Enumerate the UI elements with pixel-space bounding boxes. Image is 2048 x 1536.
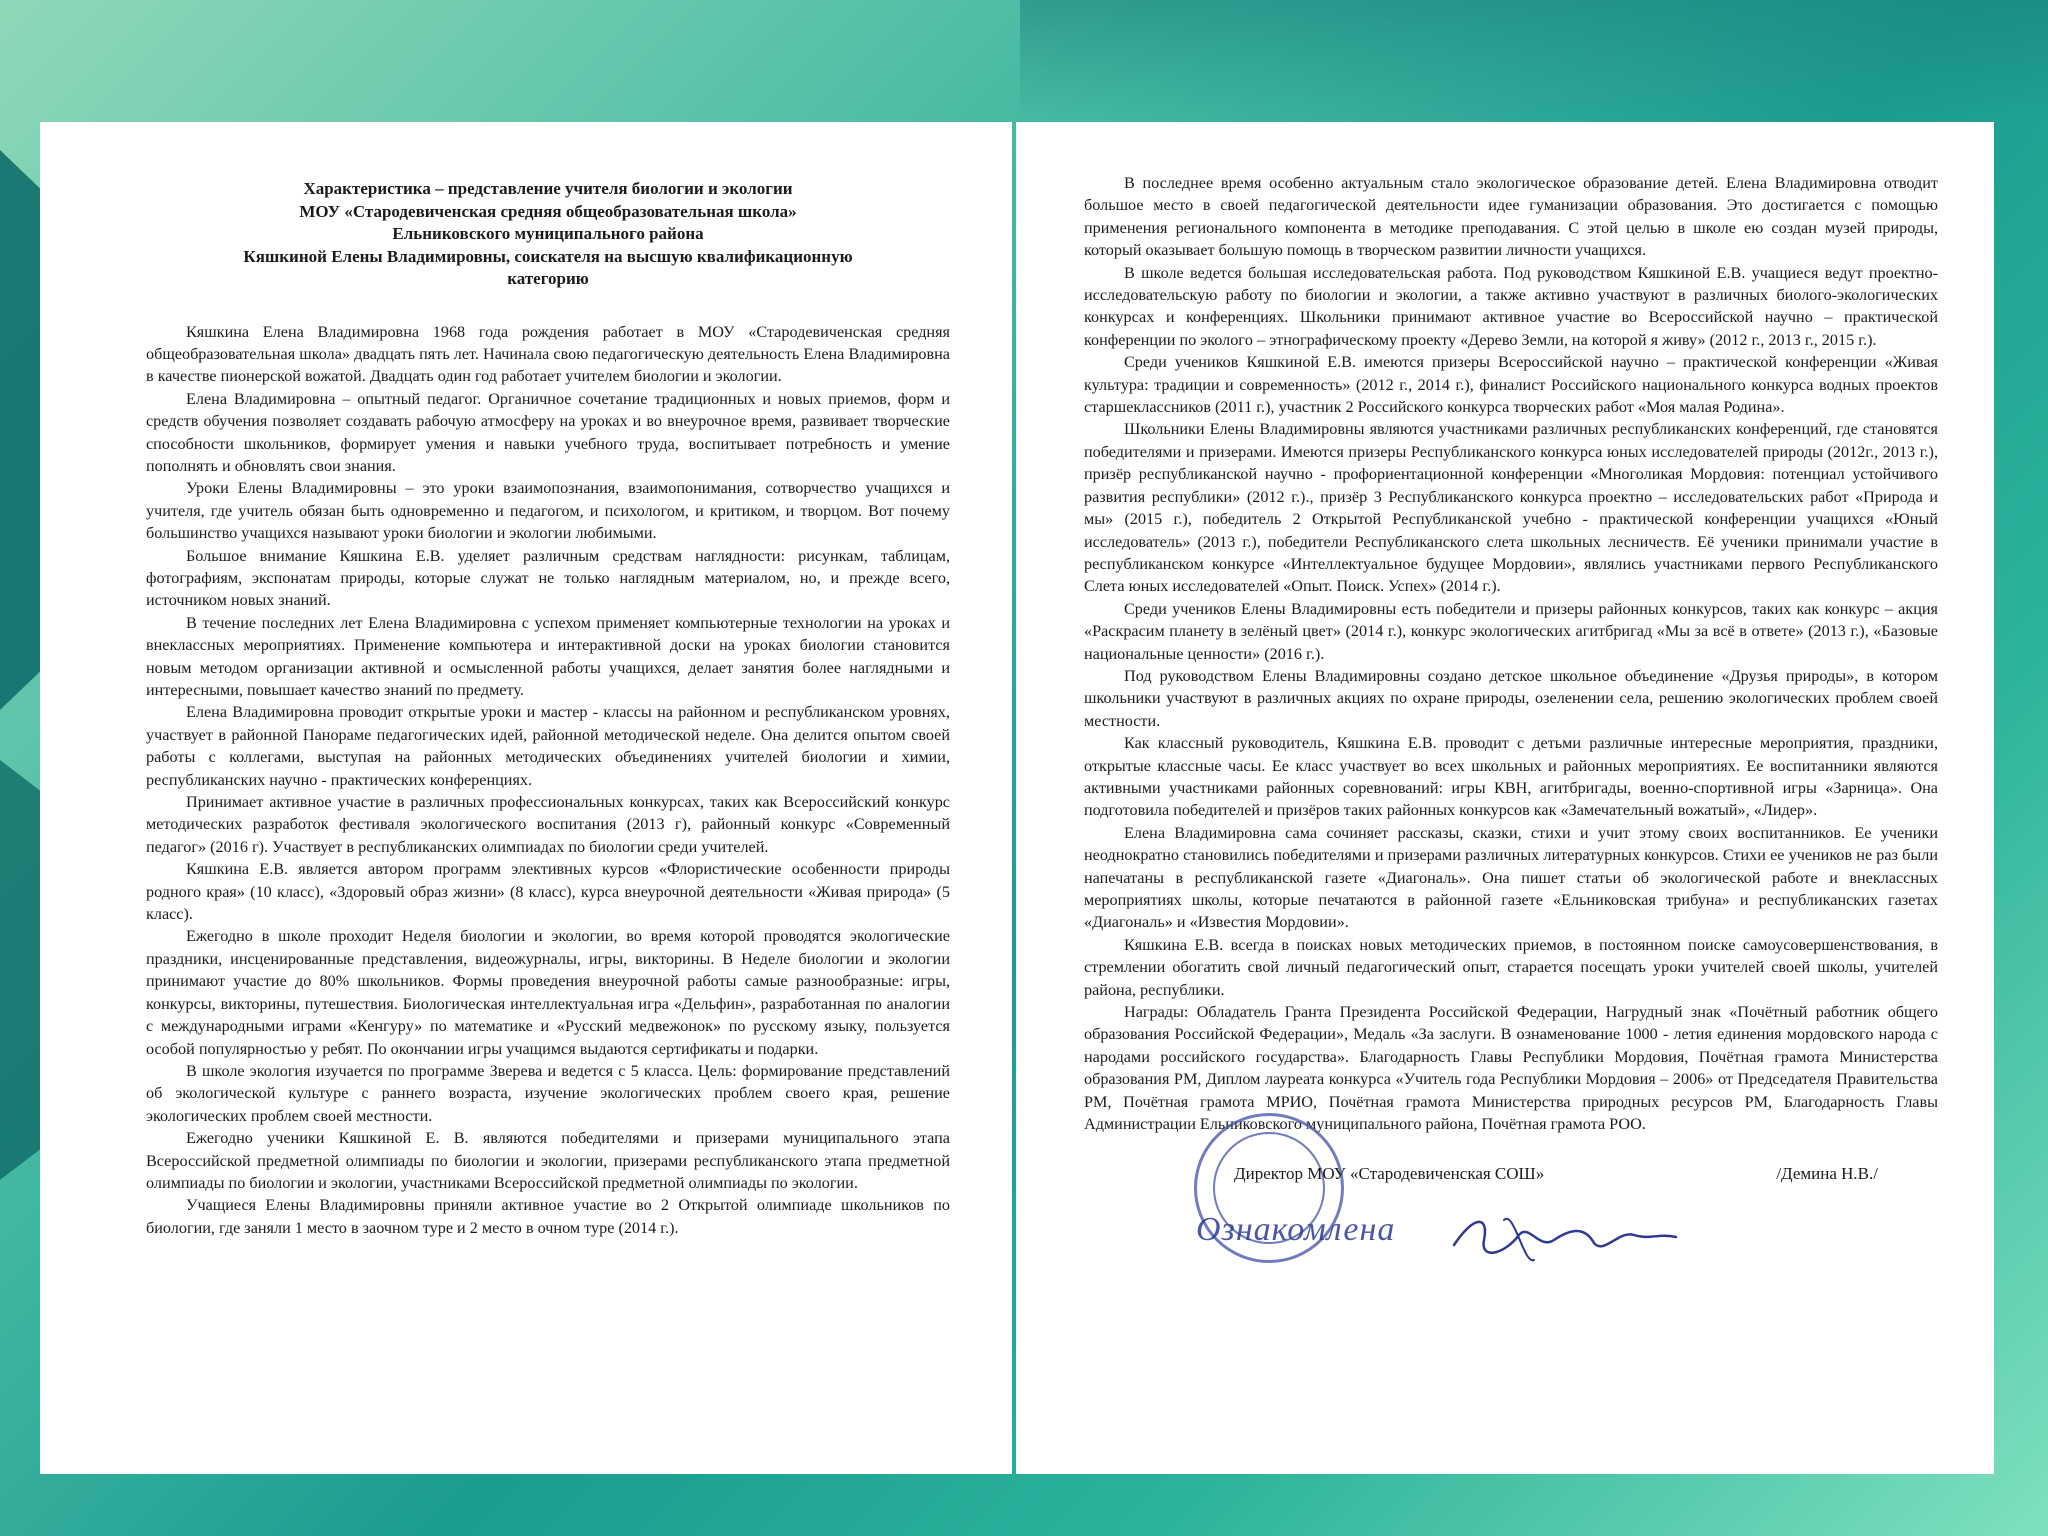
signatory-name: /Демина Н.В./: [1776, 1164, 1878, 1184]
handwritten-acknowledgement: Ознакомлена: [1196, 1211, 1396, 1249]
title-line: Ельниковского муниципального района: [392, 224, 704, 243]
paragraph: Елена Владимировна – опытный педагог. Органичное сочетание традиционных и новых приемов, форм и средств обучения позволяет создавать рабочую атмосферу на уроках и во внеурочное время, развивает творческие способности школьников, формирует умения и навыки учебного труда, воспитывает потребность и умение пополнять и обновлять свои знания.: [146, 389, 950, 475]
paragraph: Среди учеников Елены Владимировны есть победители и призеры районных конкурсов, таких как конкурс – акция «Раскрасим планету в зелёный цвет» (2014 г.), конкурс экологических агитбригад «Мы за всё в ответе» (2013 г.), «Базовые национальные ценности» (2016 г.).: [1084, 599, 1938, 663]
paragraph: В течение последних лет Елена Владимировна с успехом применяет компьютерные технологии на уроках и внеклассных мероприятиях. Применение компьютера и интерактивной доски на уроках биологии становится новым методом организации активной и осмысленной работы учащихся, делает занятия более наглядными и интересными, повышает качество знаний по предмету.: [146, 613, 950, 699]
title-line: Характеристика – представление учителя биологии и экологии: [303, 179, 793, 198]
paragraph: Награды: Обладатель Гранта Президента Российской Федерации, Нагрудный знак «Почётный работник общего образования Российской Федерации», Медаль «За заслуги. В ознаменование 1000 - летия единения мордовского народа с народами российского государства». Благодарность Главы Республики Мордовия, Почётная грамота Министерства образования РМ, Диплом лауреата конкурса «Учитель года Республики Мордовия – 2006» от Председателя Правительства РМ, Почётная грамота МРИО, Почётная грамота Министерства природных ресурсов РМ, Благодарность Главы Администрации Ельниковского муниципального района, Почётная грамота РОО.: [1084, 1003, 1938, 1134]
paragraph: В школе ведется большая исследовательская работа. Под руководством Кяшкиной Е.В. учащиеся ведут проектно-исследовательскую работу по биологии и экологии, а также активно участвуют в различных биолого-экологических конкурсах и конференциях. Школьники принимают активное участие во Всероссийской научно – практической конференции по экологo – этнографическому проекту «Дерево Земли, на которой я живу» (2012 г., 2013 г., 2015 г.).: [1084, 263, 1938, 349]
paragraph: Уроки Елены Владимировны – это уроки взаимопознания, взаимопонимания, сотворчество учащихся и учителя, где учитель обязан быть одновременно и педагогом, и психологом, и критиком, и творцом. Вот почему большинство учащихся называют уроки биологии и экологии любимыми.: [146, 479, 950, 543]
background-shape-top: [1020, 0, 2048, 120]
paragraph: Среди учеников Кяшкиной Е.В. имеются призеры Всероссийской научно – практической конференции «Живая культура: традиции и современность» (2012 г., 2014 г.), финалист Российского национального конкурса водных проектов старшеклассников (2011 г.), участник 2 Российского конкурса творческих работ «Моя малая Родина».: [1084, 353, 1938, 417]
paragraph: Под руководством Елены Владимировны создано детское школьное объединение «Друзья природы», в котором школьники участвуют в различных акциях по охране природы, озеленении села, решению экологических проблем своей местности.: [1084, 666, 1938, 730]
title-line: Кяшкиной Елены Владимировны, соискателя на высшую квалификационную: [243, 246, 853, 266]
paragraph: Большое внимание Кяшкина Е.В. уделяет различным средствам наглядности: рисункам, таблицам, фотографиям, экспонатам природы, которые служат не только наглядным материалом, но, и прежде всего, источником новых знаний.: [146, 546, 950, 610]
paragraph: Ежегодно в школе проходит Неделя биологии и экологии, во время которой проводятся экологические праздники, инсценированные представления, видеожурналы, игры, викторины. В Неделе биологии и экологии принимают участие до 80% школьников. Формы проведения внеурочной работы самые разнообразные: игры, конкурсы, викторины, путешествия. Биологическая интеллектуальная игра «Дельфин», разработанная по аналогии с международными играми «Кенгуру» по математике и «Русский медвежонок» по русскому языку, пользуется особой популярностью у ребят. По окончании игры учащимся выдаются сертификаты и подарки.: [146, 927, 950, 1058]
paragraph: Кяшкина Е.В. является автором программ элективных курсов «Флористические особенности природы родного края» (10 класс), «Здоровый образ жизни» (8 класс), курса внеурочной деятельности «Живая природа» (5 класс).: [146, 860, 950, 924]
paragraph: Учащиеся Елены Владимировны приняли активное участие во 2 Открытой олимпиаде школьников по биологии, где заняли 1 место в заочном туре и 2 место в очном туре (2014 г.).: [146, 1196, 950, 1237]
handwritten-signature: [1444, 1205, 1684, 1275]
document-page-right: [1016, 122, 1994, 1474]
paragraph: Кяшкина Е.В. всегда в поисках новых методических приемов, в постоянном поиске самоусовершенствования, в стремлении обогатить свой личный педагогический опыт, старается посещать уроки учителей своей школы, учителей района, республики.: [1084, 935, 1938, 999]
signature-block: [1084, 1157, 1938, 1307]
paragraph: Елена Владимировна сама сочиняет рассказы, сказки, стихи и учит этому своих воспитанников. Ее ученики неоднократно становились победителями и призерами различных литературных конкурсов. Стихи ее учеников не раз были напечатаны в республиканской газете «Диагональ». Она пишет статьи об экологической работе и внеклассных мероприятиях школы, которые печатаются в районной газете «Ельниковская трибуна» и республиканских газетах «Диагональ» и «Известия Мордовии».: [1084, 823, 1938, 932]
paragraph: Как классный руководитель, Кяшкина Е.В. проводит с детьми различные интересные мероприятия, праздники, открытые классные часы. Ее класс участвует во всех школьных и районных мероприятиях. Ее воспитанники являются активными участниками районных соревнований: игры КВН, агитбригады, военно-спортивной игры «Зарница». Она подготовила победителей и призёров таких районных конкурсов как «Замечательный вожатый», «Лидер».: [1084, 734, 1938, 820]
title-line: категорию: [507, 269, 589, 288]
paragraph: Кяшкина Елена Владимировна 1968 года рождения работает в МОУ «Стародевиченская средняя общеобразовательная школа» двадцать пять лет. Начинала свою педагогическую деятельность Елена Владимировна в качестве пионерской вожатой. Двадцать один год работает учителем биологии и экологии.: [146, 322, 950, 386]
paragraph: В школе экология изучается по программе Зверева и ведется с 5 класса. Цель: формирование представлений об экологической культуре с раннего возраста, изучение экологических проблем своего края, решение экологических проблем своей местности.: [146, 1061, 950, 1125]
paragraph: В последнее время особенно актуальным стало экологическое образование детей. Елена Владимировна отводит большое место в своей педагогической деятельности идее гуманизации образования. Это достигается с помощью применения регионального компонента в методике преподавания. С этой целью в школе ею создан музей природы, который оказывает большую помощь в творческом развитии личности учащихся.: [1084, 174, 1938, 260]
signatory-title: Директор МОУ «Стародевиченская СОШ»: [1234, 1164, 1545, 1184]
paragraph: Принимает активное участие в различных профессиональных конкурсах, таких как Всероссийский конкурс методических разработок фестиваля экологического воспитания (2013 г), районный конкурс «Современный педагог» (2016 г). Участвует в республиканских олимпиадах по биологии среди учителей.: [146, 793, 950, 856]
paragraph: Школьники Елены Владимировны являются участниками различных республиканских конференций, где становятся победителями и призерами. Имеются призеры Республиканского конкурса юных исследователей природы (2012г., 2013 г.), призёр республиканской научно - профориентационной конференции «Многоликая Мордовия: потенциал устойчивого развития республики» (2012 г.)., призёр 3 Республиканского конкурса проектно – исследовательских работ «Природа и мы» (2015 г.), победитель 2 Открытой Республиканской учебно - практической конференции учащихся «Юный исследователь» (2013 г.), победители Республиканского слета школьных лесничеств. Её ученики принимали участие в республиканском конкурсе «Интеллектуальное будущее Мордовии», являлись участниками первого Республиканского Слета юных исследователей «Опыт. Поиск. Успех» (2014 г.).: [1084, 420, 1938, 596]
paragraph: Ежегодно ученики Кяшкиной Е. В. являются победителями и призерами муниципального этапа Всероссийской предметной олимпиады по биологии и экологии, призерами республиканского этапа предметной олимпиады по биологии и экологии, участниками Всероссийской предметной олимпиады по экологии.: [146, 1129, 950, 1192]
paragraph: Елена Владимировна проводит открытые уроки и мастер - классы на районном и республиканском уровнях, участвует в районной Панораме педагогических идей, районной методической неделе. Она делится опытом своей работы с коллегами, выступая на районных методических объединениях учителей биологии и химии, республиканских научно - практических конференциях.: [146, 703, 950, 789]
document-page-left: [40, 122, 1012, 1474]
title-line: МОУ «Стародевиченская средняя общеобразовательная школа»: [299, 201, 797, 221]
document-title: [146, 178, 950, 291]
